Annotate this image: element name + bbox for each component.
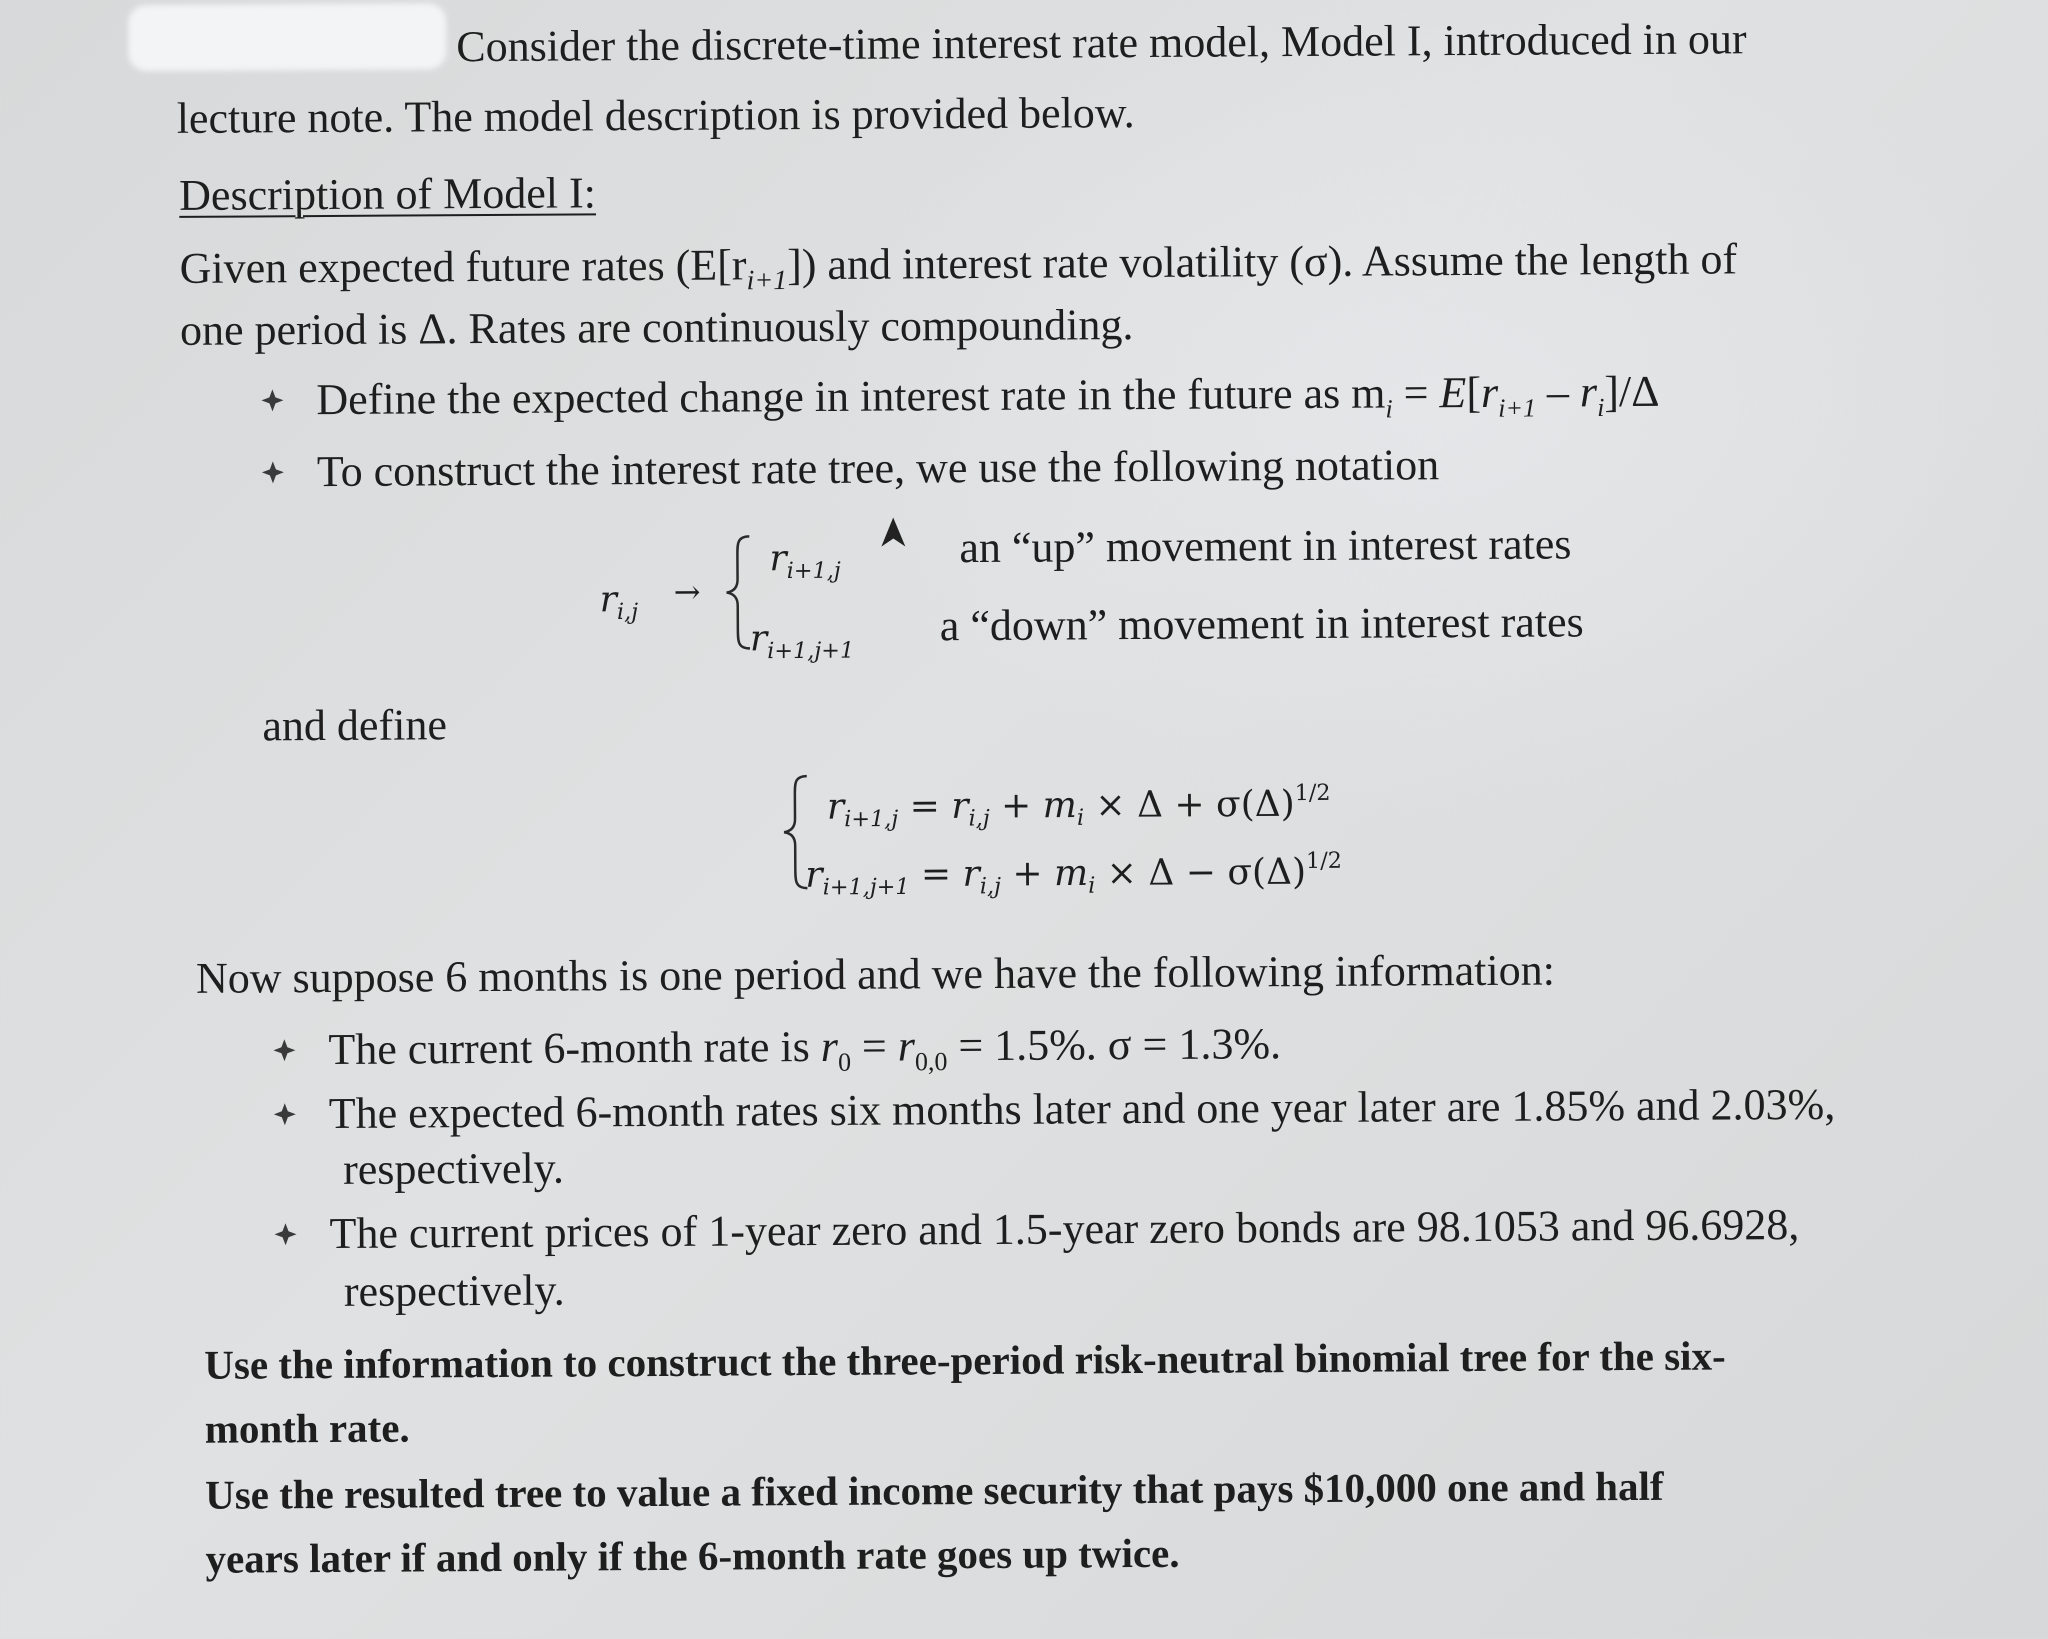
notation-down-node: $r_{i+1,j+1}$ [749,618,855,665]
notation-up-node: $r_{i+1,j}$ [769,538,841,585]
bullet-expected-change: Define the expected change in interest rate in the future as $m_i = E[r_{i+1} - r_i]/\Delta$ [260,370,1659,429]
task-2-line-1: Use the resulted tree to value a fixed income security that pays $10,000 one and half [204,1462,1664,1518]
intro-line-2: lecture note. The model description is provided below. [176,88,1135,143]
notation-arrow: → [673,572,701,611]
description-line-1: Given expected future rates $(E[r_{i+1}])$ and interest rate volatility (σ). Assume the length of [179,234,1738,297]
bullet-notation-intro: To construct the interest rate tree, we use the following notation [261,443,1439,494]
description-line-2: one period is Δ. Rates are continuously compounding. [179,300,1134,355]
notation-root-node: $r_{i,j}$ [599,579,639,626]
notation-down-desc: a “down” movement in interest rates [939,597,1584,651]
bullet-current-rate: The current 6-month rate is $r_0 = r_{0,0} = 1.5\%$. σ = 1.3%. [272,1022,1281,1079]
and-define-label: and define [262,700,448,751]
bullet-bond-prices: The current prices of 1-year zero and 1.5-year zero bonds are 98.1053 and 96.6928, [273,1203,1799,1256]
task-1-line-1: Use the information to construct the three-period risk-neutral binomial tree for the six- [204,1332,1726,1388]
diamond-bullet-icon [272,1038,296,1062]
intro-line-1: Consider the discrete-time interest rate model, Model I, introduced in our [456,14,1747,72]
bullet-expected-rates-cont: respectively. [343,1143,565,1194]
diamond-bullet-icon [260,388,284,412]
info-intro: Now suppose 6 months is one period and we have the following information: [195,945,1555,1003]
notation-up-desc: an “up” movement in interest rates [959,519,1572,573]
bullet-bond-prices-cont: respectively. [343,1265,565,1316]
equation-down: $r_{i+1,j+1} = r_{i,j} + m_i \times \Delta - \sigma(\Delta)^{1/2}$ [805,847,1342,901]
task-2-line-2: years later if and only if the 6-month rate goes up twice. [205,1529,1180,1582]
cursor-arrow-icon [879,516,907,548]
diamond-bullet-icon [273,1222,297,1246]
redacted-label [128,3,446,71]
equation-up: $r_{i+1,j} = r_{i,j} + m_i \times \Delta + \sigma(\Delta)^{1/2}$ [826,779,1331,833]
diamond-bullet-icon [261,460,285,484]
diamond-bullet-icon [273,1102,297,1126]
task-1-line-2: month rate. [204,1404,410,1452]
bullet-expected-rates: The expected 6-month rates six months later and one year later are 1.85% and 2.03%, [273,1083,1836,1137]
section-heading: Description of Model I: [179,168,597,220]
